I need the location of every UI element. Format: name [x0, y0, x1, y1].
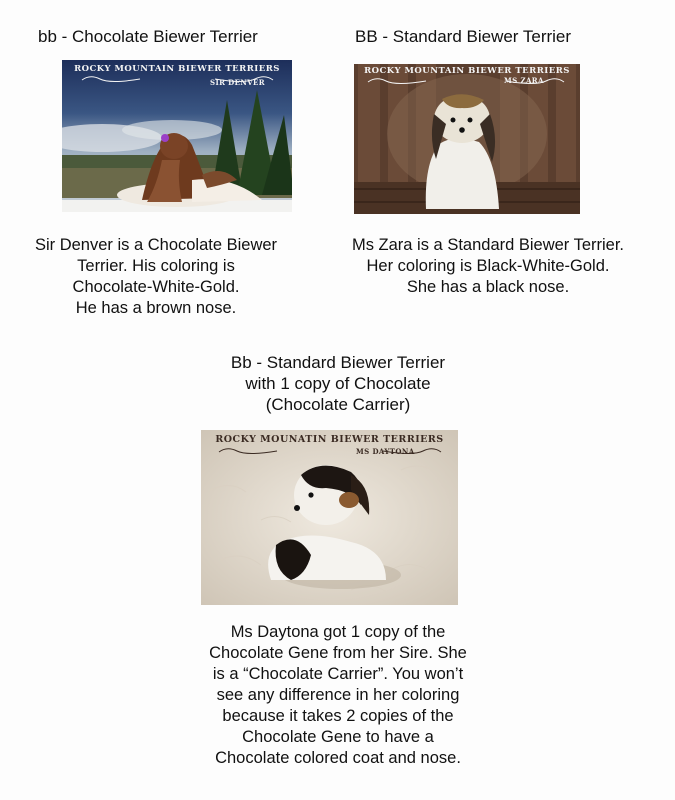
photo-sir-denver [62, 60, 292, 212]
photo-banner-title: ROCKY MOUNATIN BIEWER TERRIERS [215, 434, 444, 445]
description-sir-denver: Sir Denver is a Chocolate Biewer Terrier. His coloring is Chocolate-White-Gold. He has a brown nose. [34, 236, 278, 317]
description-ms-zara: Ms Zara is a Standard Biewer Terrier. Her coloring is Black-White-Gold. She has a black nose. [351, 236, 625, 296]
photo-banner-subtitle: MS DAYTONA [356, 447, 415, 456]
banner-swirl-icon [366, 76, 566, 84]
photo-banner-title: ROCKY MOUNTAIN BIEWER TERRIERS [364, 66, 570, 76]
banner-swirl-icon [80, 74, 275, 82]
banner-swirl-icon [217, 446, 443, 454]
photo-ms-daytona [201, 430, 458, 605]
photo-banner-subtitle: SIR DENVER [210, 78, 265, 87]
photo-banner-title: ROCKY MOUNTAIN BIEWER TERRIERS [74, 64, 280, 74]
photo-banner-subtitle: MS ZARA [504, 76, 544, 85]
photo-ms-zara [354, 64, 580, 214]
heading-chocolate-biewer: bb - Chocolate Biewer Terrier [38, 27, 258, 46]
heading-chocolate-carrier: Bb - Standard Biewer Terrier with 1 copy of Chocolate (Chocolate Carrier) [230, 353, 446, 414]
description-ms-daytona: Ms Daytona got 1 copy of the Chocolate Gene from her Sire. She is a “Chocolate Carrier”. You won’t see any difference in her coloring because it takes 2 copies of the Chocolate Gene to have a Chocolate colored coat and nose. [209, 623, 467, 767]
heading-standard-biewer: BB - Standard Biewer Terrier [355, 27, 572, 46]
